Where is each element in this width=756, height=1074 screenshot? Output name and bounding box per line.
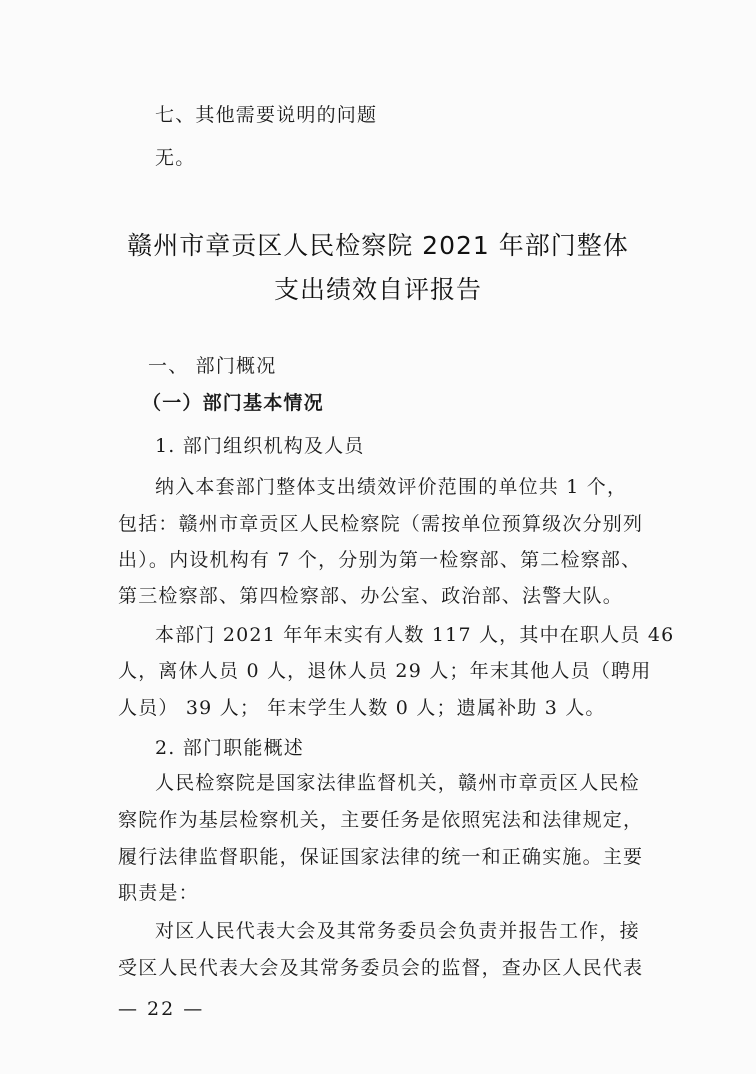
item-one-title: 1. 部门组织机构及人员 — [155, 435, 365, 457]
paragraph-line: 第三检察部、第四检察部、办公室、政治部、法警大队。 — [118, 585, 624, 607]
page-number: — 22 — — [118, 998, 205, 1020]
paragraph-line: 人民检察院是国家法律监督机关，赣州市章贡区人民检 — [155, 772, 640, 794]
subsection-one-heading: （一）部门基本情况 — [142, 392, 324, 414]
report-title-line2: 支出绩效自评报告 — [273, 275, 482, 304]
paragraph-line: 对区人民代表大会及其常务委员会负责并报告工作，接 — [155, 920, 640, 942]
paragraph-line: 人，离休人员 0 人，退休人员 29 人；年末其他人员（聘用 — [118, 660, 652, 682]
paragraph-line: 察院作为基层检察机关，主要任务是依照宪法和法律规定， — [118, 809, 644, 831]
report-title-line1: 赣州市章贡区人民检察院 2021 年部门整体 — [127, 231, 629, 260]
section-seven-content: 无。 — [155, 147, 196, 169]
item-two-title: 2. 部门职能概述 — [155, 737, 304, 759]
paragraph-line: 受区人民代表大会及其常务委员会的监督，查办区人民代表 — [118, 957, 644, 979]
section-seven-heading: 七、其他需要说明的问题 — [155, 104, 378, 126]
paragraph-line: 出）。内设机构有 7 个，分别为第一检察部、第二检察部、 — [118, 549, 642, 571]
paragraph-line: 职责是： — [118, 882, 199, 904]
paragraph-line: 人员） 39 人； 年末学生人数 0 人；遗属补助 3 人。 — [118, 697, 606, 719]
paragraph-line: 本部门 2021 年年末实有人数 117 人，其中在职人员 46 — [155, 624, 675, 646]
paragraph-line: 包括：赣州市章贡区人民检察院（需按单位预算级次分别列 — [118, 513, 644, 535]
paragraph-line: 履行法律监督职能，保证国家法律的统一和正确实施。主要 — [118, 846, 644, 868]
section-one-heading: 一、 部门概况 — [148, 355, 277, 377]
paragraph-line: 纳入本套部门整体支出绩效评价范围的单位共 1 个， — [155, 476, 628, 498]
